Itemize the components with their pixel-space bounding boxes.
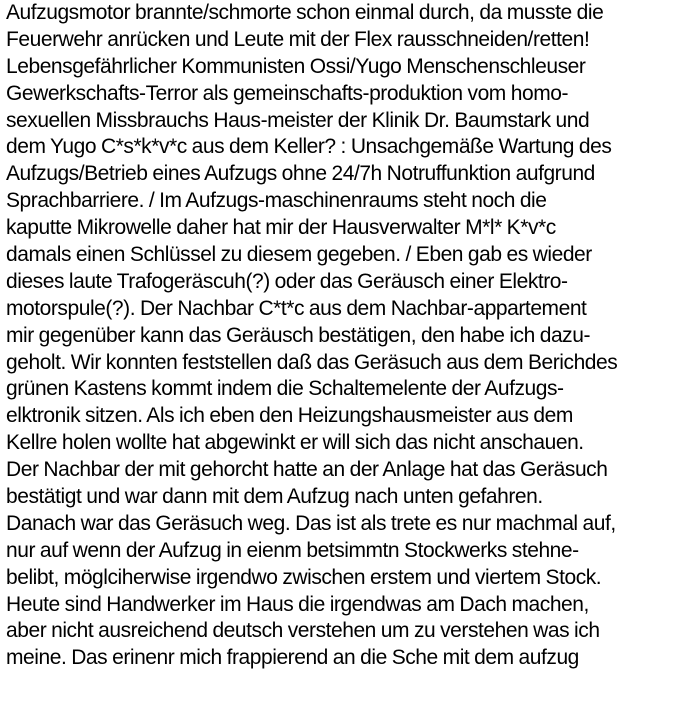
text-line: mir gegenüber kann das Geräusch bestätigen, den habe ich dazu-	[6, 323, 591, 347]
text-line: damals einen Schlüssel zu diesem gegeben. / Eben gab es wieder	[6, 243, 592, 267]
text-line: Sprachbarriere. / Im Aufzugs-maschinenraums steht noch die	[6, 189, 547, 213]
text-line: Der Nachbar der mit gehorcht hatte an der Anlage hat das Geräsuch	[6, 458, 608, 482]
text-line: elktronik sitzen. Als ich eben den Heizungshausmeister aus dem	[6, 404, 573, 428]
text-line: kaputte Mikrowelle daher hat mir der Hausverwalter M*l* K*v*c	[6, 216, 556, 240]
text-line: Danach war das Geräsuch weg. Das ist als trete es nur machmal auf,	[6, 511, 616, 535]
text-line: belibt, möglciherwise irgendwo zwischen erstem und viertem Stock.	[6, 565, 602, 589]
text-line: Kellre holen wollte hat abgewinkt er will sich das nicht anschauen.	[6, 431, 584, 455]
text-line: bestätigt und war dann mit dem Aufzug nach unten gefahren.	[6, 485, 543, 509]
text-line: Aufzugs/Betrieb eines Aufzugs ohne 24/7h Notruffunktion aufgrund	[6, 162, 595, 186]
text-line: dem Yugo C*s*k*v*c aus dem Keller? : Unsachgemäße Wartung des	[6, 135, 612, 159]
text-line: Lebensgefährlicher Kommunisten Ossi/Yugo Menschenschleuser	[6, 54, 586, 78]
text-line: motorspule(?). Der Nachbar C*t*c aus dem Nachbar-appartement	[6, 296, 587, 320]
text-line: Heute sind Handwerker im Haus die irgendwas am Dach machen,	[6, 592, 589, 616]
text-line: nur auf wenn der Aufzug in eienm betsimmtn Stockwerks stehne-	[6, 538, 579, 562]
text-line: Feuerwehr anrücken und Leute mit der Flex rausschneiden/retten!	[6, 27, 590, 51]
text-line: aber nicht ausreichend deutsch verstehen um zu verstehen was ich	[6, 619, 600, 643]
text-line: meine. Das erinenr mich frappierend an die Sche mit dem aufzug	[6, 646, 579, 670]
text-line: sexuellen Missbrauchs Haus-meister der Klinik Dr. Baumstark und	[6, 108, 590, 132]
document-text	[6, 0, 682, 672]
text-line: Aufzugsmotor brannte/schmorte schon einmal durch, da musste die	[6, 1, 604, 24]
text-line: grünen Kastens kommt indem die Schaltemelente der Aufzugs-	[6, 377, 564, 401]
text-line: geholt. Wir konnten feststellen daß das Geräsuch aus dem Berichdes	[6, 350, 618, 374]
text-line: dieses laute Trafogeräscuh(?) oder das Geräusch einer Elektro-	[6, 269, 568, 293]
text-line: Gewerkschafts-Terror als gemeinschafts-produktion vom homo-	[6, 81, 569, 105]
